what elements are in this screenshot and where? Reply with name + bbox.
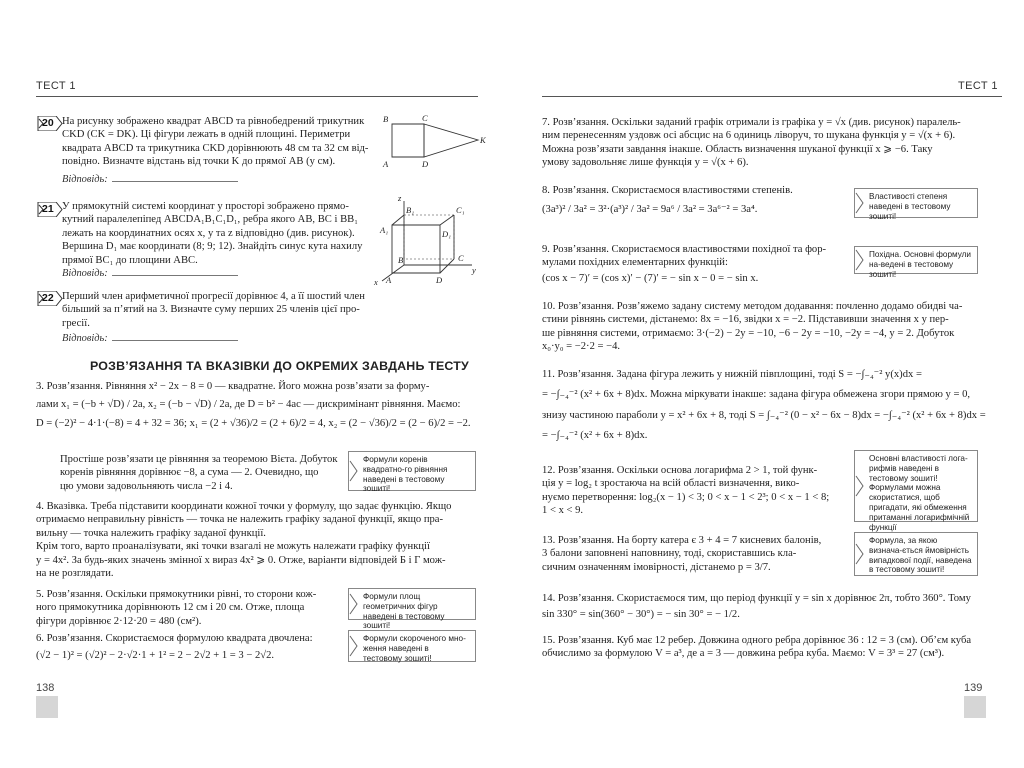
right-page [512, 0, 1024, 768]
answer-line-21[interactable]: Відповідь: [62, 266, 238, 279]
fig-label-c1: C₁ [456, 205, 465, 215]
formula-note: Властивості степеня наведені в тестовому зошиті! [854, 188, 978, 218]
page-number: 138 [36, 682, 55, 694]
formula-note: Формули коренів квадратно-го рівняння наведені в тестовому зошиті! [348, 451, 476, 491]
formula-note: Похідна. Основні формули на-ведені в тестовому зошиті! [854, 246, 978, 274]
solution-11: 11. Розв’язання. Задана фігура лежить у нижній півплощині, тоді S = −∫₋₄⁻² y(x)dx = = −∫₋₄⁻² (x² + 6x + 8)dx. Можна міркувати інакше: задана фігура обмежена згори прямою y = 0, знизу частиною параболи y = x² + 6x + 8, тоді S = ∫₋₄⁻² (0 − x² − 6x − 8)dx = −∫₋₄⁻² (x² + 6x + 8)dx = = −∫₋₄⁻² (x² + 6x + 8)dx. [542, 369, 986, 442]
solution-3-extra: Простіше розв’язати це рівняння за теоремою Вієта. Добуток коренів рівняння дорівнює −8, а сума — 2. Очевидно, що цю умови задовольняють числа −2 і 4. [60, 454, 338, 492]
solution-12: 12. Розв’язання. Оскільки основа логарифма 2 > 1, той функ- ція y = log₂ t зростаюча на всій області визначення, вико- нуємо перетворення: log₂(x − 1) < 3; 0 < x − 1 < 2³; 0 < x − 1 < 8; 1 < x < 9. [542, 465, 830, 517]
page-number: 139 [964, 682, 983, 694]
axis-z-label: z [398, 193, 402, 203]
fig-label-a: A [383, 159, 389, 169]
solution-10: 10. Розв’язання. Розв’яжемо задану систему методом додавання: почленно додамо обидві ча- стини рівнянь системи, дістанемо: 8x = −16, звідки x = −2. Підставивши значення x у пер- ше рівняння системи, отримаємо: 3·(−2) − 2y = −10, −6 − 2y = −10, −2y = −4, y = 2. Добуток x₀·y₀ = −2·2 = −4. [542, 301, 963, 353]
answer-line-20[interactable]: Відповідь: [62, 172, 238, 185]
task-21-figure [372, 193, 484, 289]
fig-label-a1: A₁ [380, 225, 389, 235]
solution-5: 5. Розв’язання. Оскільки прямокутники рівні, то сторони кож- ного прямокутника дорівнюють 12 см і 20 см. Отже, площа фігури дорівнює 2·12·20 = 480 (см²). [36, 589, 317, 627]
task-number-tag: 21 [36, 202, 63, 217]
solution-15: 15. Розв’язання. Куб має 12 ребер. Довжина одного ребра дорівнює 36 : 12 = 3 (см). Об’єм куба обчислимо за формулою V = a³, де a = 3 — довжина ребра куба. Маємо: V = 3³ = 27 (см³). [542, 635, 972, 660]
formula-note: Основні властивості лога-рифмів наведені в тестовому зошиті! Формулами можна скористатися, щоб пригадати, які обмеження притаманні логарифмічній функції [854, 450, 978, 522]
fig-label-b1: B₁ [406, 205, 415, 215]
page-corner-marker [36, 696, 58, 718]
header-rule [542, 96, 1002, 97]
solution-13: 13. Розв’язання. На борту катера є 3 + 4 = 7 кисневих балонів, 3 балони заповнені наповнину, тоді, скориставшись кла- сичним означенням імовірності, дістанемо p = 3/7. [542, 535, 822, 573]
solution-7: 7. Розв’язання. Оскільки заданий графік отримали із графіка y = √x (див. рисунок) паралель- ним перенесенням уздовж осі абсцис на 6 одиниць ліворуч, то шукана функція y = √(x + 6). Можна розв’язати завдання інакше. Область визначення шуканої функції x ⩾ −6. Таку умову задовольняє лише функція y = √(x + 6). [542, 117, 961, 169]
task-20-figure [378, 110, 488, 172]
fig-label-d: D [436, 275, 443, 285]
fig-label-d1: D₁ [442, 229, 452, 239]
task-number-tag: 20 [36, 116, 63, 131]
formula-note: Формула, за якою визнача-ється ймовірність випадкової події, наведена в тестовому зошиті! [854, 532, 978, 576]
solution-9: 9. Розв’язання. Скористаємося властивостями похідної та фор- мулами похідних елементарних функцій: (cos x − 7)′ = (cos x)′ − (7)′ = − sin x − 0 = − sin x. [542, 244, 827, 284]
header-rule [36, 96, 478, 97]
fig-label-b: B [383, 114, 389, 124]
formula-note: Формули площ геометричних фігур наведені в тестовому зошиті! [348, 588, 476, 620]
fig-label-b: B [398, 255, 404, 265]
solution-3: 3. Розв’язання. Рівняння x² − 2x − 8 = 0 — квадратне. Його можна розв’язати за форму- лами x₁ = (−b + √D) / 2a, x₂ = (−b − √D) / 2a, де D = b² − 4ac — дискримінант рівняння. Маємо: D = (−2)² − 4·1·(−8) = 4 + 32 = 36; x₁ = (2 + √36)/2 = (2 + 6)/2 = 4, x₂ = (2 − √36)/2 = (2 − 6)/2 = −2. [36, 381, 471, 429]
formula-note: Формули скороченого мно-ження наведені в тестовому зошиті! [348, 630, 476, 662]
fig-label-c: C [422, 113, 428, 123]
fig-label-c: C [458, 253, 464, 263]
fig-label-d: D [422, 159, 429, 169]
solution-4: 4. Вказівка. Треба підставити координати кожної точки у формулу, що задає функцію. Якщо отримаємо неправильну рівність — точка не належить графіку заданої функції, якщо пра- вильну — точка належить графіку заданої функції. Крім того, варто проаналізувати, які точки взагалі не можуть належати графіку функції y = 4x². За будь-яких значень змінної x вираз 4x² ⩾ 0. Отже, варіанти відповідей Б і Г мож- на не розглядати. [36, 501, 452, 580]
solution-8: 8. Розв’язання. Скористаємося властивостями степенів. (3a³)² / 3a² = 3²·(a³)² / 3a² = 9a⁶ / 3a² = 3a⁶⁻² = 3a⁴. [542, 185, 793, 216]
solution-14: 14. Розв’язання. Скористаємося тим, що період функції y = sin x дорівнює 2π, тобто 360°. Тому sin 330° = sin(360° − 30°) = − sin 30° = − 1/2. [542, 593, 971, 621]
axis-x-label: x [374, 277, 378, 287]
axis-y-label: y [472, 265, 476, 275]
task-22-text: Перший член арифметичної прогресії дорівнює 4, а її шостий член більший за п’ятий на 3. Визначте суму перших 25 членів цієї про- гресії. [62, 291, 365, 329]
answer-line-22[interactable]: Відповідь: [62, 331, 238, 344]
solution-6: 6. Розв’язання. Скористаємося формулою квадрата двочлена: (√2 − 1)² = (√2)² − 2·√2·1 + 1² = 2 − 2√2 + 1 = 3 − 2√2. [36, 633, 313, 662]
running-header: ТЕСТ 1 [958, 80, 998, 92]
task-21-text: У прямокутній системі координат у просторі зображено прямо- кутний паралелепіпед ABCDA₁B₁C₁D₁, ребра якого AB, BC і BB₁ лежать на координатних осях x, y та z відповідно (див. рисунок). Вершина D₁ має координати (8; 9; 12). Знайдіть синус кута нахилу прямої BC₁ до площини ABC. [62, 201, 363, 266]
fig-label-k: K [480, 135, 486, 145]
task-number-tag: 22 [36, 291, 63, 306]
task-20-text: На рисунку зображено квадрат ABCD та рівнобедрений трикутник CKD (CK = DK). Ці фігури лежать в одній площині. Периметри квадрата ABCD та трикутника CKD дорівнюють 48 см та 32 см від- повідно. Визначте відстань від точки K до прямої AB (у см). [62, 116, 369, 168]
page-corner-marker [964, 696, 986, 718]
section-title: РОЗВ’ЯЗАННЯ ТА ВКАЗІВКИ ДО ОКРЕМИХ ЗАВДАНЬ ТЕСТУ [90, 359, 469, 373]
running-header: ТЕСТ 1 [36, 80, 76, 92]
fig-label-a: A [386, 275, 392, 285]
